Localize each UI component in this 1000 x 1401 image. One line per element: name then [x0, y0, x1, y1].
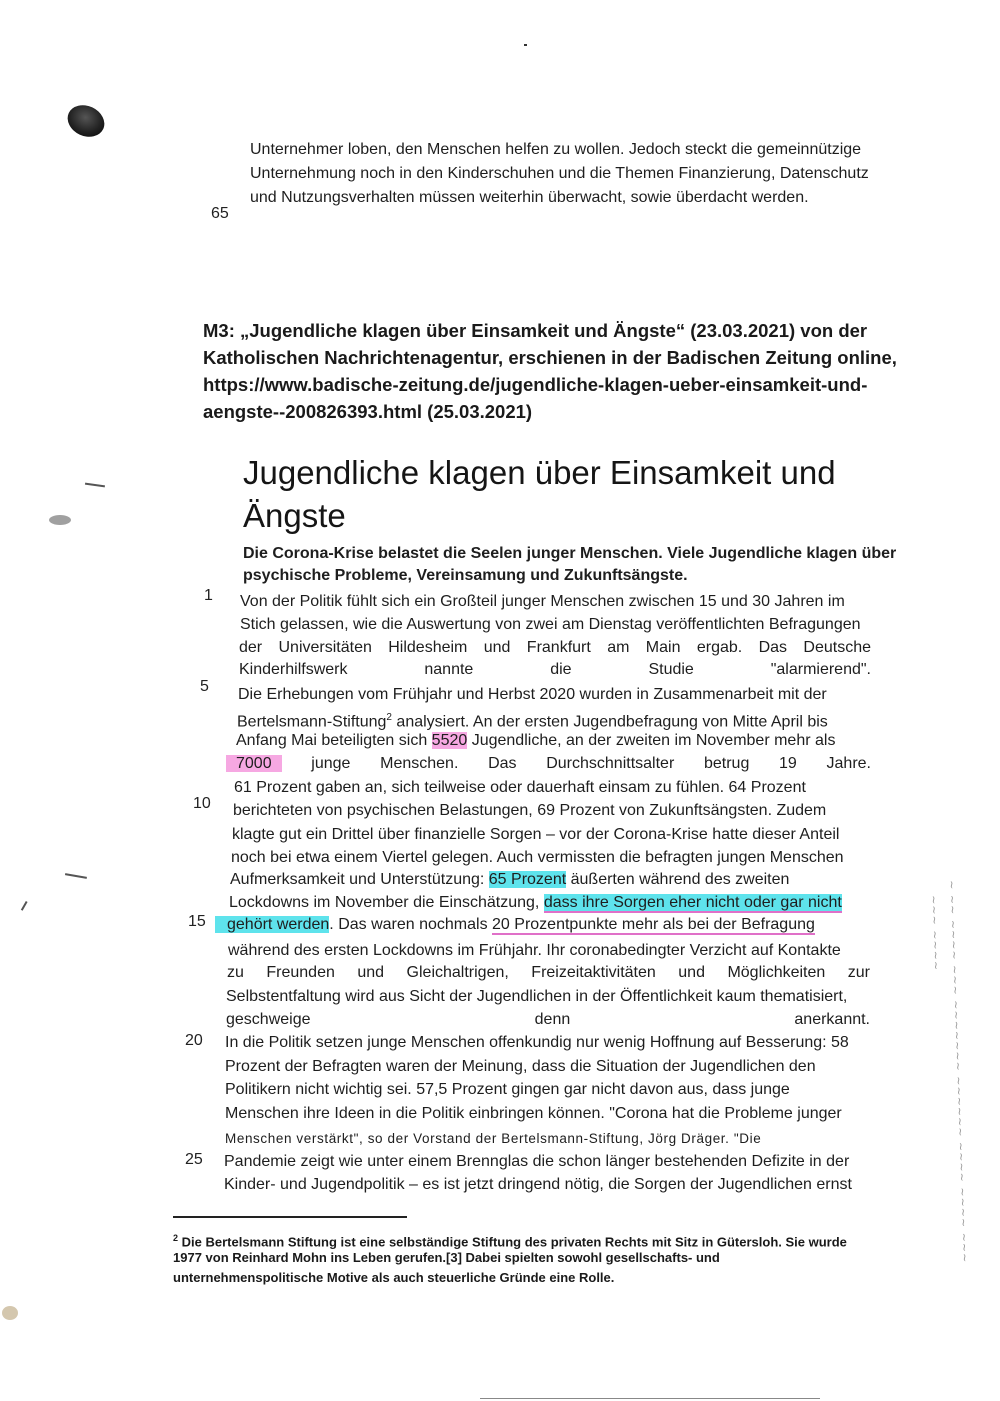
footnote-separator	[173, 1216, 407, 1218]
body-line: Stich gelassen, wie die Auswertung von zwei am Dienstag veröffentlichten Befragungen	[240, 616, 861, 633]
body-line: In die Politik setzen junge Menschen offenkundig nur wenig Hoffnung auf Besserung: 58	[225, 1034, 849, 1051]
body-text: Anfang Mai beteiligten sich	[236, 732, 432, 749]
line-number: 20	[185, 1032, 203, 1049]
punch-hole-shadow	[2, 1306, 18, 1320]
top-line-1: Unternehmer loben, den Menschen helfen zu wollen. Jedoch steckt die gemeinnützige	[250, 141, 862, 158]
body-line: Von der Politik fühlt sich ein Großteil junger Menschen zwischen 15 und 30 Jahren im	[240, 593, 845, 610]
handwritten-margin-note: ~ ~~ ~~~~ ~~~ ~~~~~~~ ~~~~~~ ~~~~ ~~~~ ~~~	[945, 880, 972, 1264]
footnote-line-3: unternehmenspolitische Motive als auch steuerliche Gründe eine Rolle.	[173, 1270, 615, 1285]
body-line: 61 Prozent gaben an, sich teilweise oder dauerhaft einsam zu fühlen. 64 Prozent	[234, 779, 806, 796]
line-number: 65	[211, 205, 229, 222]
bottom-edge-line	[480, 1398, 820, 1399]
source-line-1: M3: „Jugendliche klagen über Einsamkeit und Ängste“ (23.03.2021) von der	[203, 320, 868, 341]
underline-pink: 20 Prozentpunkte mehr als bei der Befragung	[492, 916, 815, 933]
body-line: klagte gut ein Drittel über finanzielle Sorgen – vor der Corona-Krise hatte dieser Anteil	[232, 826, 840, 843]
article-title-1: Jugendliche klagen über Einsamkeit und	[243, 454, 836, 491]
body-line: der Universitäten Hildesheim und Frankfurt am Main ergab. Das Deutsche	[239, 639, 871, 656]
body-line: Die Erhebungen vom Frühjahr und Herbst 2020 wurden in Zusammenarbeit mit der	[238, 686, 827, 703]
body-text: Aufmerksamkeit und Unterstützung:	[230, 871, 489, 888]
fold-mark	[21, 901, 27, 910]
body-line	[226, 754, 871, 774]
body-text: Lockdowns im November die Einschätzung,	[229, 894, 544, 911]
body-line: geschweige denn anerkannt.	[226, 1011, 870, 1028]
body-line: noch bei etwa einem Viertel gelegen. Auch vermissten die befragten jungen Menschen	[231, 849, 844, 866]
body-line	[237, 708, 828, 732]
article-lead-2: psychische Probleme, Vereinsamung und Zukunftsängste.	[243, 567, 688, 584]
body-line: Kinder- und Jugendpolitik – es ist jetzt dringend nötig, die Sorgen der Jugendlichen ernst	[224, 1176, 852, 1193]
line-number: 10	[193, 795, 211, 812]
body-line: berichteten von psychischen Belastungen, 69 Prozent von Zukunftsängsten. Zudem	[233, 802, 827, 819]
source-line-2: Katholischen Nachrichtenagentur, erschienen in der Badischen Zeitung online,	[203, 347, 897, 368]
highlight-cyan: dass ihre Sorgen eher nicht oder gar nicht	[543, 894, 842, 911]
footnote-text: Die Bertelsmann Stiftung ist eine selbständige Stiftung des privaten Rechts mit Sitz in Gütersloh. Sie wurde	[178, 1234, 847, 1250]
line-number: 5	[200, 678, 209, 695]
body-text: äußerten während des zweiten	[566, 871, 790, 888]
article-lead-1: Die Corona-Krise belastet die Seelen junger Menschen. Viele Jugendliche klagen über	[243, 545, 897, 562]
body-line: Menschen ihre Ideen in die Politik einbringen können. "Corona hat die Probleme junger	[225, 1105, 842, 1122]
body-line	[215, 915, 815, 935]
top-line-2: Unternehmung noch in den Kinderschuhen und die Themen Finanzierung, Datenschutz	[250, 165, 869, 182]
body-line	[230, 870, 789, 890]
body-line: während des ersten Lockdowns im Frühjahr. Ihr coronabedingter Verzicht auf Kontakte	[228, 942, 841, 959]
punch-hole-shadow	[49, 515, 71, 525]
line-number: 25	[185, 1151, 203, 1168]
body-line: Politikern nicht wichtig sei. 57,5 Prozent gingen gar nicht davon aus, dass junge	[225, 1081, 790, 1098]
body-text: Jugendliche, an der zweiten im November mehr als	[467, 732, 836, 749]
highlight-cyan: 65 Prozent	[488, 871, 567, 888]
source-line-3: https://www.badische-zeitung.de/jugendliche-klagen-ueber-einsamkeit-und-	[203, 374, 868, 395]
body-text: junge Menschen. Das Durchschnittsalter betrug 19 Jahre.	[281, 755, 871, 772]
body-line: Menschen verstärkt", so der Vorstand der Bertelsmann-Stiftung, Jörg Dräger. "Die	[225, 1131, 762, 1146]
dot-mark	[524, 44, 527, 46]
footnote-ref: 2	[386, 712, 392, 723]
body-line: zu Freunden und Gleichaltrigen, Freizeitaktivitäten und Möglichkeiten zur	[227, 964, 870, 981]
fold-mark	[65, 873, 87, 878]
body-line: Pandemie zeigt wie unter einem Brennglas die schon länger bestehenden Defizite in der	[224, 1153, 850, 1170]
line-number: 1	[204, 587, 213, 604]
body-line: Prozent der Befragten waren der Meinung, dass die Situation der Jugendlichen den	[225, 1058, 816, 1075]
body-line: Kinderhilfswerk nannte die Studie "alarmierend".	[239, 661, 871, 678]
source-line-4: aengste--200826393.html (25.03.2021)	[203, 401, 533, 422]
fold-mark	[85, 483, 105, 487]
highlight-pink: 5520	[431, 732, 468, 749]
punch-hole	[62, 99, 109, 142]
highlight-cyan: gehört werden	[215, 916, 329, 933]
footnote-marker: 2	[173, 1233, 179, 1243]
highlight-pink: 7000	[226, 755, 282, 772]
body-text: . Das waren nochmals	[329, 916, 493, 933]
body-text: Bertelsmann-Stiftung	[237, 713, 387, 731]
body-line	[236, 731, 835, 751]
body-line	[229, 893, 842, 913]
body-line: Selbstentfaltung wird aus Sicht der Jugendlichen in der Öffentlichkeit kaum thematisiert,	[226, 988, 848, 1005]
footnote-line-2: 1977 von Reinhard Mohn ins Leben gerufen.[3] Dabei spielten sowohl gesellschafts- und	[173, 1250, 720, 1265]
top-line-3: und Nutzungsverhalten müssen weiterhin überwacht, sowie überdacht werden.	[250, 189, 809, 206]
body-text: analysiert. An der ersten Jugendbefragung von Mitte April bis	[391, 713, 828, 731]
article-title-2: Ängste	[243, 497, 346, 534]
handwritten-margin-note: ~~~ ~~~~	[927, 895, 943, 972]
line-number: 15	[188, 913, 206, 930]
